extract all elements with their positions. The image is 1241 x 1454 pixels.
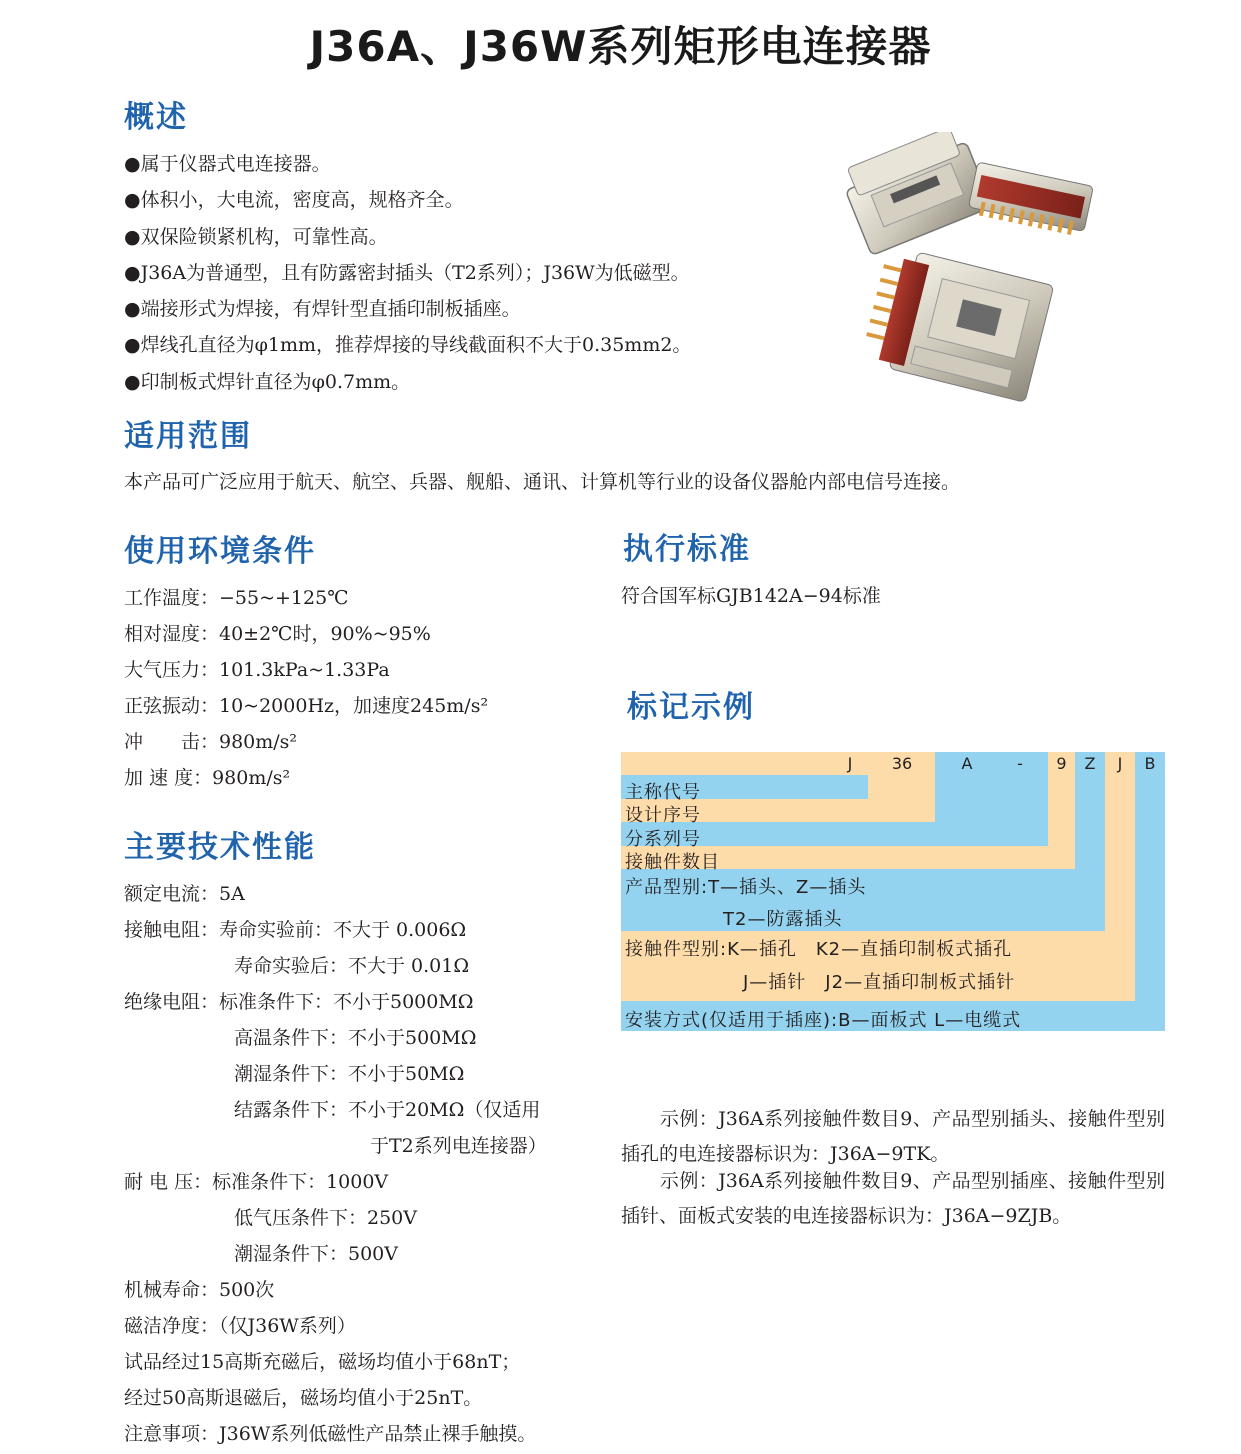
list-item: ●双保险锁紧机构，可靠性高。 <box>124 225 388 248</box>
list-item: ●端接形式为焊接，有焊针型直插印制板插座。 <box>124 298 521 321</box>
label-contact-count: 接触件数目 <box>625 852 720 873</box>
label-contact-type-2: J—插针 J2—直插印制板式插针 <box>743 972 1016 993</box>
performance-heading: 主要技术性能 <box>124 830 316 865</box>
code-j2: J <box>1117 754 1123 773</box>
label-name-code: 主称代号 <box>625 782 701 803</box>
overview-list <box>124 146 691 400</box>
overview-heading: 概述 <box>124 100 188 135</box>
list-item: 额定电流：5A <box>124 883 245 905</box>
code-j: J <box>847 754 853 773</box>
label-design-no: 设计序号 <box>625 805 701 826</box>
code-b: B <box>1144 754 1156 773</box>
label-product-type-2: T2—防露插头 <box>723 909 843 930</box>
list-item: 高温条件下：不小于500MΩ <box>234 1027 477 1049</box>
code-36: 36 <box>891 754 913 773</box>
list-item: 工作温度：−55~+125℃ <box>124 587 349 609</box>
scope-text: 本产品可广泛应用于航天、航空、兵器、舰船、通讯、计算机等行业的设备仪器舱内部电信号连接。 <box>124 471 961 493</box>
list-item: 机械寿命：500次 <box>124 1279 275 1301</box>
label-product-type: 产品型别:T—插头、Z—插头 <box>625 877 867 898</box>
list-item: 注意事项：J36W系列低磁性产品禁止裸手触摸。 <box>124 1423 537 1445</box>
list-item: ●焊线孔直径为φ1mm，推荐焊接的导线截面积不大于0.35mm2。 <box>124 334 692 357</box>
list-item: 相对湿度：40±2℃时，90%~95% <box>124 623 431 645</box>
list-item: 结露条件下：不小于20MΩ（仅适用 <box>234 1099 541 1121</box>
standard-text: 符合国军标GJB142A−94标准 <box>621 585 881 607</box>
connector-photo-icon <box>828 132 1108 414</box>
scope-heading: 适用范围 <box>124 419 252 454</box>
list-item: ●属于仪器式电连接器。 <box>124 153 331 175</box>
marking-heading: 标记示例 <box>627 690 755 725</box>
list-item: 经过50高斯退磁后，磁场均值小于25nT。 <box>124 1387 483 1409</box>
list-item: 寿命实验后：不大于 0.01Ω <box>234 955 470 977</box>
label-sub-series: 分系列号 <box>625 829 701 850</box>
code-dash: - <box>1017 754 1023 773</box>
list-item: 于T2系列电连接器） <box>370 1135 547 1157</box>
list-item: ●印制板式焊针直径为φ0.7mm。 <box>124 370 411 393</box>
page-title: J36A、J36W系列矩形电连接器 <box>309 22 932 71</box>
list-item: 试品经过15高斯充磁后，磁场均值小于68nT； <box>124 1351 521 1373</box>
list-item: 低气压条件下：250V <box>234 1207 417 1229</box>
performance-list <box>124 876 547 1452</box>
list-item: 加 速 度：980m/s² <box>124 767 291 789</box>
list-item: 冲 击：980m/s² <box>124 731 298 753</box>
list-item: 耐 电 压：标准条件下：1000V <box>124 1171 389 1193</box>
label-contact-type: 接触件型别:K—插孔 K2—直插印制板式插孔 <box>625 939 1013 960</box>
list-item: 磁洁净度：（仅J36W系列） <box>124 1315 356 1337</box>
list-item: 潮湿条件下：不小于50MΩ <box>234 1063 465 1085</box>
code-a: A <box>961 754 973 773</box>
list-item: 接触电阻：寿命实验前：不大于 0.006Ω <box>124 919 467 941</box>
standard-heading: 执行标准 <box>623 532 751 567</box>
environment-list <box>124 580 488 796</box>
environment-heading: 使用环境条件 <box>124 534 316 569</box>
list-item: 正弦振动：10~2000Hz，加速度245m/s² <box>124 695 489 717</box>
example-2: 示例：J36A系列接触件数目9、产品型别插座、接触件型别插针、面板式安装的电连接器标识为：J36A−9ZJB。 <box>621 1170 1165 1227</box>
list-item: 大气压力：101.3kPa~1.33Pa <box>124 659 390 681</box>
list-item: 绝缘电阻：标准条件下：不小于5000MΩ <box>124 991 474 1013</box>
list-item: ●J36A为普通型，且有防露密封插头（T2系列）；J36W为低磁型。 <box>124 261 690 284</box>
list-item: 潮湿条件下：500V <box>234 1243 398 1265</box>
marking-diagram <box>621 752 1165 1031</box>
code-9: 9 <box>1056 754 1067 773</box>
code-z: Z <box>1084 754 1096 773</box>
label-mount: 安装方式(仅适用于插座):B—面板式 L—电缆式 <box>625 1010 1022 1031</box>
example-1: 示例：J36A系列接触件数目9、产品型别插头、接触件型别插孔的电连接器标识为：J36A−9TK。 <box>621 1108 1165 1165</box>
list-item: ●体积小，大电流，密度高，规格齐全。 <box>124 189 464 212</box>
